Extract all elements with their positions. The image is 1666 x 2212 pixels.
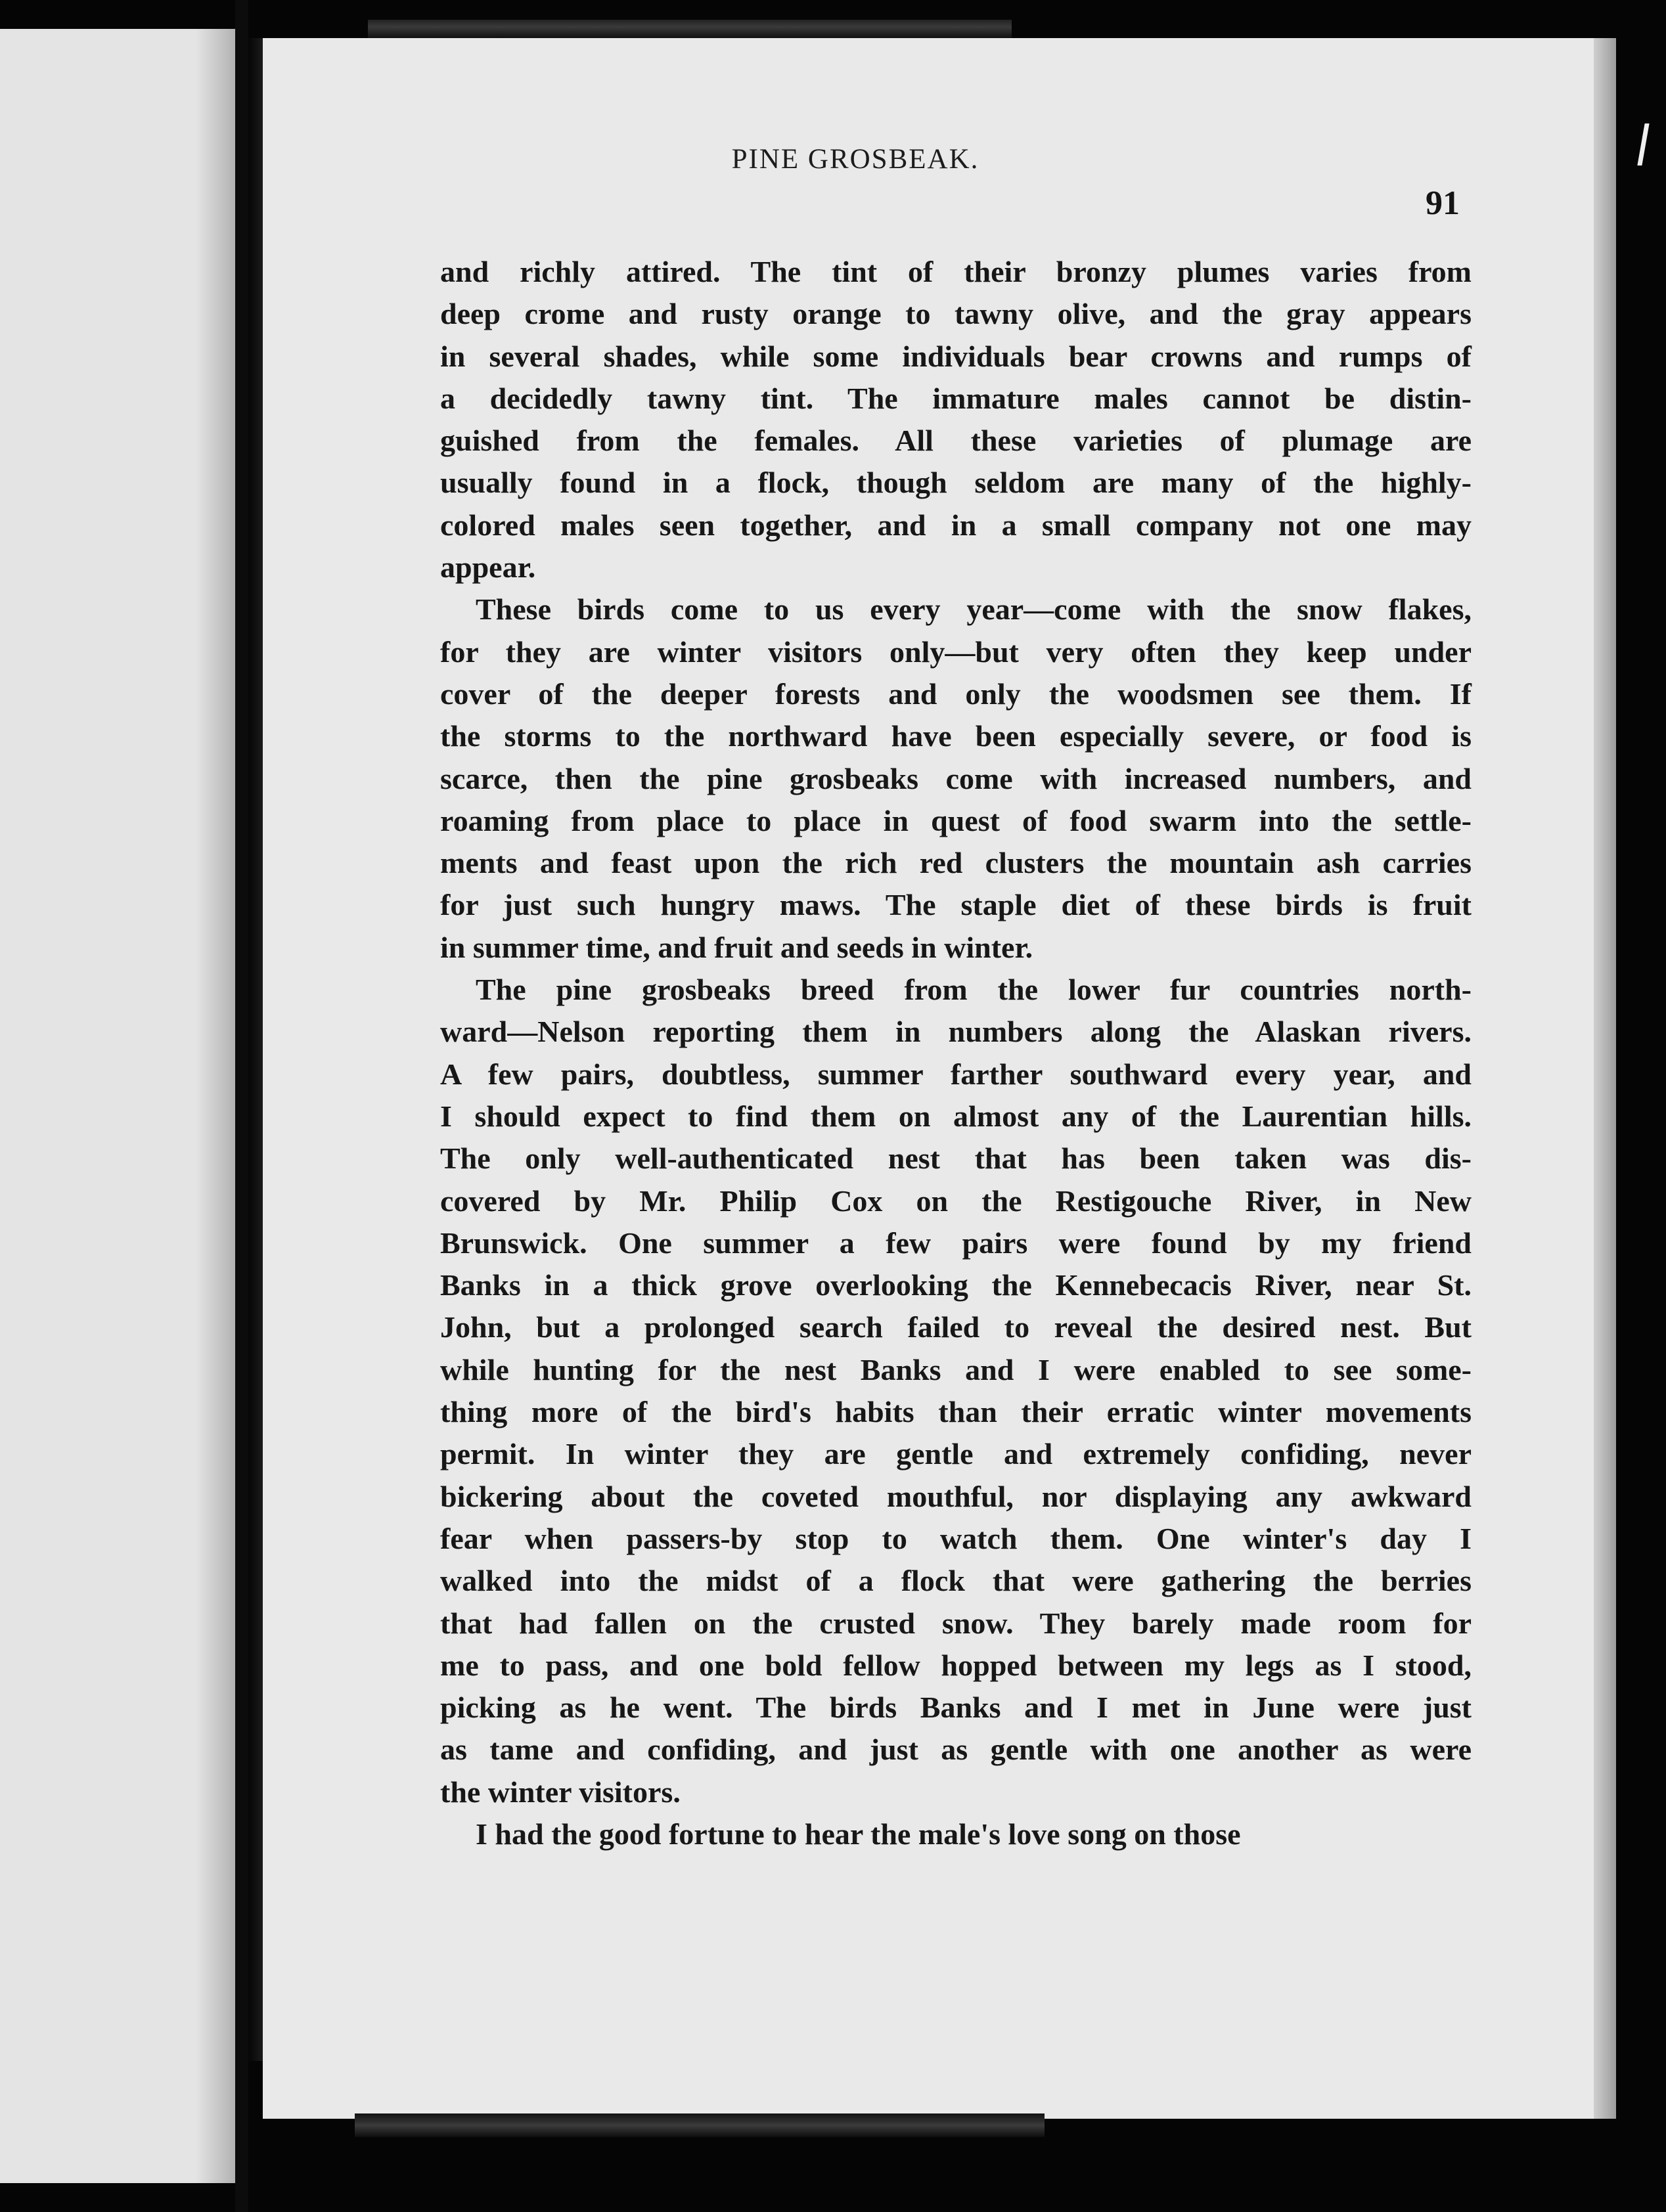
text-line: deep crome and rusty orange to tawny olive, and the gray appears — [440, 297, 1472, 331]
text-line: in several shades, while some individuals bear crowns and rumps of — [440, 339, 1472, 373]
gutter-gap — [235, 0, 248, 2212]
text-line: I had the good fortune to hear the male's love song on those — [476, 1817, 1241, 1851]
text-line: for just such hungry maws. The staple diet of these birds is fruit — [440, 888, 1472, 922]
text-line: appear. — [440, 550, 536, 585]
body-text — [440, 251, 1472, 1855]
page-edge — [1594, 38, 1616, 2119]
film-scratch-mark — [1637, 123, 1649, 166]
text-line: ments and feast upon the rich red clusters the mountain ash carries — [440, 846, 1472, 880]
running-head: PINE GROSBEAK. — [731, 144, 979, 175]
text-line: I should expect to find them on almost any of the Laurentian hills. — [440, 1099, 1472, 1133]
text-line: as tame and confiding, and just as gentle with one another as were — [440, 1733, 1472, 1767]
page-number: 91 — [1426, 185, 1460, 222]
text-line: covered by Mr. Philip Cox on the Restigouche River, in New — [440, 1183, 1472, 1218]
text-line: usually found in a flock, though seldom are many of the highly- — [440, 466, 1472, 500]
text-line: a decidedly tawny tint. The immature males cannot be distin- — [440, 381, 1472, 415]
film-edge-top — [368, 20, 1012, 38]
text-line: while hunting for the nest Banks and I were enabled to see some- — [440, 1352, 1472, 1386]
text-line: roaming from place to place in quest of food swarm into the settle- — [440, 803, 1472, 837]
text-line: me to pass, and one bold fellow hopped between my legs as I stood, — [440, 1648, 1472, 1682]
text-line: guished from the females. All these varieties of plumage are — [440, 424, 1472, 458]
text-line: The pine grosbeaks breed from the lower fur countries north- — [476, 973, 1472, 1007]
film-edge-bottom — [355, 2113, 1045, 2137]
text-line: that had fallen on the crusted snow. They barely made room for — [440, 1606, 1472, 1640]
text-line: thing more of the bird's habits than their erratic winter movements — [440, 1395, 1472, 1429]
text-line: fear when passers-by stop to watch them. One winter's day I — [440, 1521, 1472, 1555]
text-line: A few pairs, doubtless, summer farther southward every year, and — [440, 1057, 1472, 1091]
text-line: cover of the deeper forests and only the woodsmen see them. If — [440, 676, 1472, 711]
text-line: Brunswick. One summer a few pairs were found by my friend — [440, 1226, 1472, 1260]
text-line: scarce, then the pine grosbeaks come with increased numbers, and — [440, 761, 1472, 795]
text-line: Banks in a thick grove overlooking the Kennebecacis River, near St. — [440, 1268, 1472, 1302]
text-line: John, but a prolonged search failed to reveal the desired nest. But — [440, 1310, 1472, 1344]
text-line: and richly attired. The tint of their bronzy plumes varies from — [440, 255, 1472, 288]
text-line: colored males seen together, and in a small company not one may — [440, 508, 1472, 542]
text-line: permit. In winter they are gentle and extremely confiding, never — [440, 1437, 1472, 1471]
text-line: in summer time, and fruit and seeds in winter. — [440, 930, 1033, 964]
text-line: bickering about the coveted mouthful, nor displaying any awkward — [440, 1479, 1472, 1513]
text-line: These birds come to us every year—come with the snow flakes, — [476, 592, 1472, 627]
text-line: the winter visitors. — [440, 1775, 681, 1809]
text-line: picking as he went. The birds Banks and I met in June were just — [440, 1691, 1472, 1725]
text-line: for they are winter visitors only—but very often they keep under — [440, 634, 1472, 669]
facing-page-left — [0, 29, 235, 2183]
text-line: The only well-authenticated nest that has been taken was dis- — [440, 1141, 1472, 1176]
text-line: walked into the midst of a flock that were gathering the berries — [440, 1564, 1472, 1598]
text-line: ward—Nelson reporting them in numbers along the Alaskan rivers. — [440, 1015, 1472, 1049]
gutter-shadow — [196, 29, 235, 2183]
text-line: the storms to the northward have been especially severe, or food is — [440, 719, 1472, 753]
